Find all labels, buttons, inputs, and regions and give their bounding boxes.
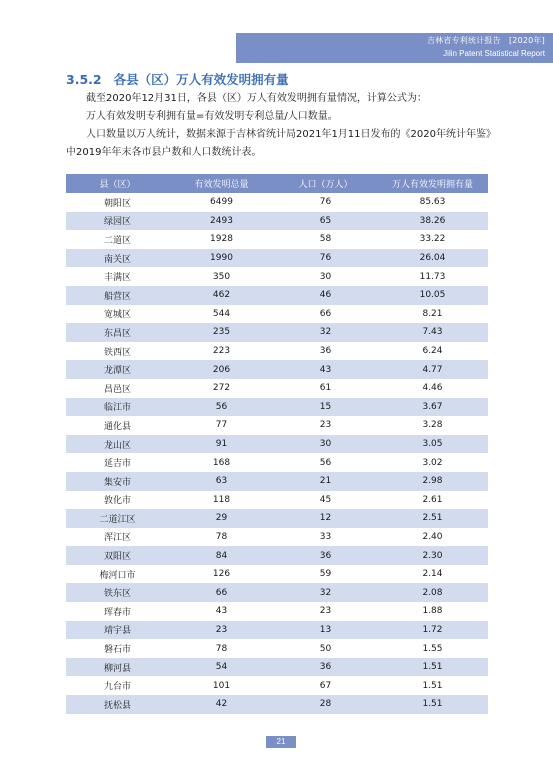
table-row <box>66 695 488 714</box>
county-cell: 靖宇县 <box>66 621 169 640</box>
county-cell: 双阳区 <box>66 546 169 565</box>
population-cell: 32 <box>274 323 377 342</box>
per-10k-cell: 2.98 <box>377 472 488 491</box>
table-row <box>66 342 488 361</box>
table-row <box>66 398 488 417</box>
table-row <box>66 453 488 472</box>
column-header: 万人有效发明拥有量 <box>377 174 488 193</box>
per-10k-cell: 85.63 <box>377 193 488 212</box>
county-cell: 浑江区 <box>66 528 169 547</box>
section-number: 3.5.2 <box>66 72 102 87</box>
patent-total-cell: 1928 <box>169 230 274 249</box>
note-text: 人口数量以万人统计，数据来源于吉林省统计局2021年1月11日发布的《2020年统计年鉴》中2019年年末各市县户数和人口数统计表。 <box>66 129 496 158</box>
population-cell: 12 <box>274 509 377 528</box>
per-10k-cell: 1.72 <box>377 621 488 640</box>
table-row <box>66 546 488 565</box>
per-10k-cell: 11.73 <box>377 267 488 286</box>
formula-paragraph: 万人有效发明专利拥有量=有效发明专利总量/人口数量。 <box>86 111 338 122</box>
table-row <box>66 193 488 212</box>
population-cell: 58 <box>274 230 377 249</box>
table-row <box>66 379 488 398</box>
per-10k-cell: 1.51 <box>377 695 488 714</box>
county-cell: 抚松县 <box>66 695 169 714</box>
per-10k-cell: 2.30 <box>377 546 488 565</box>
county-cell: 龙山区 <box>66 435 169 454</box>
county-cell: 宽城区 <box>66 305 169 324</box>
per-10k-cell: 3.02 <box>377 453 488 472</box>
county-cell: 丰满区 <box>66 267 169 286</box>
per-10k-cell: 2.08 <box>377 583 488 602</box>
patent-total-cell: 350 <box>169 267 274 286</box>
table-row <box>66 305 488 324</box>
county-cell: 敦化市 <box>66 491 169 510</box>
table-row <box>66 621 488 640</box>
patent-total-cell: 84 <box>169 546 274 565</box>
column-header: 人口（万人） <box>274 174 377 193</box>
patent-total-cell: 272 <box>169 379 274 398</box>
patent-total-cell: 544 <box>169 305 274 324</box>
population-cell: 30 <box>274 267 377 286</box>
population-cell: 33 <box>274 528 377 547</box>
patent-total-cell: 56 <box>169 398 274 417</box>
per-10k-cell: 2.51 <box>377 509 488 528</box>
county-cell: 临江市 <box>66 398 169 417</box>
patent-total-cell: 126 <box>169 565 274 584</box>
patent-total-cell: 63 <box>169 472 274 491</box>
patent-total-cell: 42 <box>169 695 274 714</box>
per-10k-cell: 33.22 <box>377 230 488 249</box>
report-title-en: Jilin Patent Statistical Report <box>443 49 545 58</box>
county-cell: 柳河县 <box>66 658 169 677</box>
population-cell: 50 <box>274 639 377 658</box>
per-10k-cell: 1.51 <box>377 658 488 677</box>
population-cell: 23 <box>274 416 377 435</box>
population-cell: 28 <box>274 695 377 714</box>
population-cell: 36 <box>274 658 377 677</box>
patent-total-cell: 23 <box>169 621 274 640</box>
table-row <box>66 509 488 528</box>
table-row <box>66 676 488 695</box>
population-cell: 59 <box>274 565 377 584</box>
population-cell: 67 <box>274 676 377 695</box>
county-cell: 通化县 <box>66 416 169 435</box>
table-body <box>66 193 488 714</box>
intro-paragraph: 截至2020年12月31日，各县（区）万人有效发明拥有量情况，计算公式为： <box>86 93 427 104</box>
county-cell: 东昌区 <box>66 323 169 342</box>
county-cell: 珲春市 <box>66 602 169 621</box>
patent-total-cell: 54 <box>169 658 274 677</box>
patent-total-cell: 66 <box>169 583 274 602</box>
patent-stats-table <box>66 174 488 714</box>
column-header: 有效发明总量 <box>169 174 274 193</box>
table-row <box>66 267 488 286</box>
table-header-row <box>66 174 488 193</box>
patent-total-cell: 1990 <box>169 249 274 268</box>
per-10k-cell: 3.05 <box>377 435 488 454</box>
table-row <box>66 435 488 454</box>
population-cell: 65 <box>274 212 377 231</box>
county-cell: 延吉市 <box>66 453 169 472</box>
county-cell: 九台市 <box>66 676 169 695</box>
per-10k-cell: 26.04 <box>377 249 488 268</box>
per-10k-cell: 1.55 <box>377 639 488 658</box>
per-10k-cell: 10.05 <box>377 286 488 305</box>
county-cell: 绿园区 <box>66 212 169 231</box>
population-cell: 46 <box>274 286 377 305</box>
table-row <box>66 491 488 510</box>
patent-total-cell: 43 <box>169 602 274 621</box>
county-cell: 朝阳区 <box>66 193 169 212</box>
patent-total-cell: 101 <box>169 676 274 695</box>
patent-total-cell: 168 <box>169 453 274 472</box>
table-row <box>66 249 488 268</box>
county-cell: 磐石市 <box>66 639 169 658</box>
section-title: 各县（区）万人有效发明拥有量 <box>113 72 289 87</box>
county-cell: 龙潭区 <box>66 360 169 379</box>
county-cell: 船营区 <box>66 286 169 305</box>
per-10k-cell: 1.51 <box>377 676 488 695</box>
per-10k-cell: 7.43 <box>377 323 488 342</box>
population-cell: 21 <box>274 472 377 491</box>
report-title-cn: 吉林省专利统计报告 [2020年] <box>426 36 545 45</box>
patent-total-cell: 29 <box>169 509 274 528</box>
county-cell: 南关区 <box>66 249 169 268</box>
patent-total-cell: 6499 <box>169 193 274 212</box>
population-cell: 23 <box>274 602 377 621</box>
county-cell: 集安市 <box>66 472 169 491</box>
population-cell: 76 <box>274 249 377 268</box>
per-10k-cell: 8.21 <box>377 305 488 324</box>
per-10k-cell: 38.26 <box>377 212 488 231</box>
county-cell: 二道区 <box>66 230 169 249</box>
table-row <box>66 360 488 379</box>
population-cell: 43 <box>274 360 377 379</box>
column-header: 县（区） <box>66 174 169 193</box>
section-heading <box>66 70 289 88</box>
population-cell: 66 <box>274 305 377 324</box>
table-row <box>66 230 488 249</box>
population-cell: 61 <box>274 379 377 398</box>
table-row <box>66 323 488 342</box>
table-row <box>66 286 488 305</box>
table-row <box>66 658 488 677</box>
county-cell: 铁西区 <box>66 342 169 361</box>
per-10k-cell: 6.24 <box>377 342 488 361</box>
county-cell: 铁东区 <box>66 583 169 602</box>
page-number: 21 <box>266 736 296 748</box>
patent-total-cell: 118 <box>169 491 274 510</box>
per-10k-cell: 1.88 <box>377 602 488 621</box>
patent-total-cell: 206 <box>169 360 274 379</box>
patent-total-cell: 2493 <box>169 212 274 231</box>
population-cell: 56 <box>274 453 377 472</box>
table-row <box>66 472 488 491</box>
per-10k-cell: 3.28 <box>377 416 488 435</box>
note-paragraph <box>66 126 496 162</box>
county-cell: 梅河口市 <box>66 565 169 584</box>
table-row <box>66 212 488 231</box>
patent-total-cell: 77 <box>169 416 274 435</box>
county-cell: 二道江区 <box>66 509 169 528</box>
population-cell: 45 <box>274 491 377 510</box>
table-row <box>66 565 488 584</box>
per-10k-cell: 4.46 <box>377 379 488 398</box>
table-row <box>66 583 488 602</box>
table-row <box>66 416 488 435</box>
patent-total-cell: 235 <box>169 323 274 342</box>
per-10k-cell: 4.77 <box>377 360 488 379</box>
per-10k-cell: 2.61 <box>377 491 488 510</box>
population-cell: 32 <box>274 583 377 602</box>
population-cell: 30 <box>274 435 377 454</box>
population-cell: 15 <box>274 398 377 417</box>
patent-total-cell: 462 <box>169 286 274 305</box>
header-band <box>236 33 553 63</box>
patent-total-cell: 91 <box>169 435 274 454</box>
population-cell: 36 <box>274 546 377 565</box>
table-row <box>66 528 488 547</box>
patent-total-cell: 78 <box>169 639 274 658</box>
table-row <box>66 639 488 658</box>
patent-total-cell: 223 <box>169 342 274 361</box>
population-cell: 36 <box>274 342 377 361</box>
table-row <box>66 602 488 621</box>
per-10k-cell: 2.14 <box>377 565 488 584</box>
per-10k-cell: 3.67 <box>377 398 488 417</box>
population-cell: 76 <box>274 193 377 212</box>
county-cell: 昌邑区 <box>66 379 169 398</box>
population-cell: 13 <box>274 621 377 640</box>
patent-total-cell: 78 <box>169 528 274 547</box>
per-10k-cell: 2.40 <box>377 528 488 547</box>
